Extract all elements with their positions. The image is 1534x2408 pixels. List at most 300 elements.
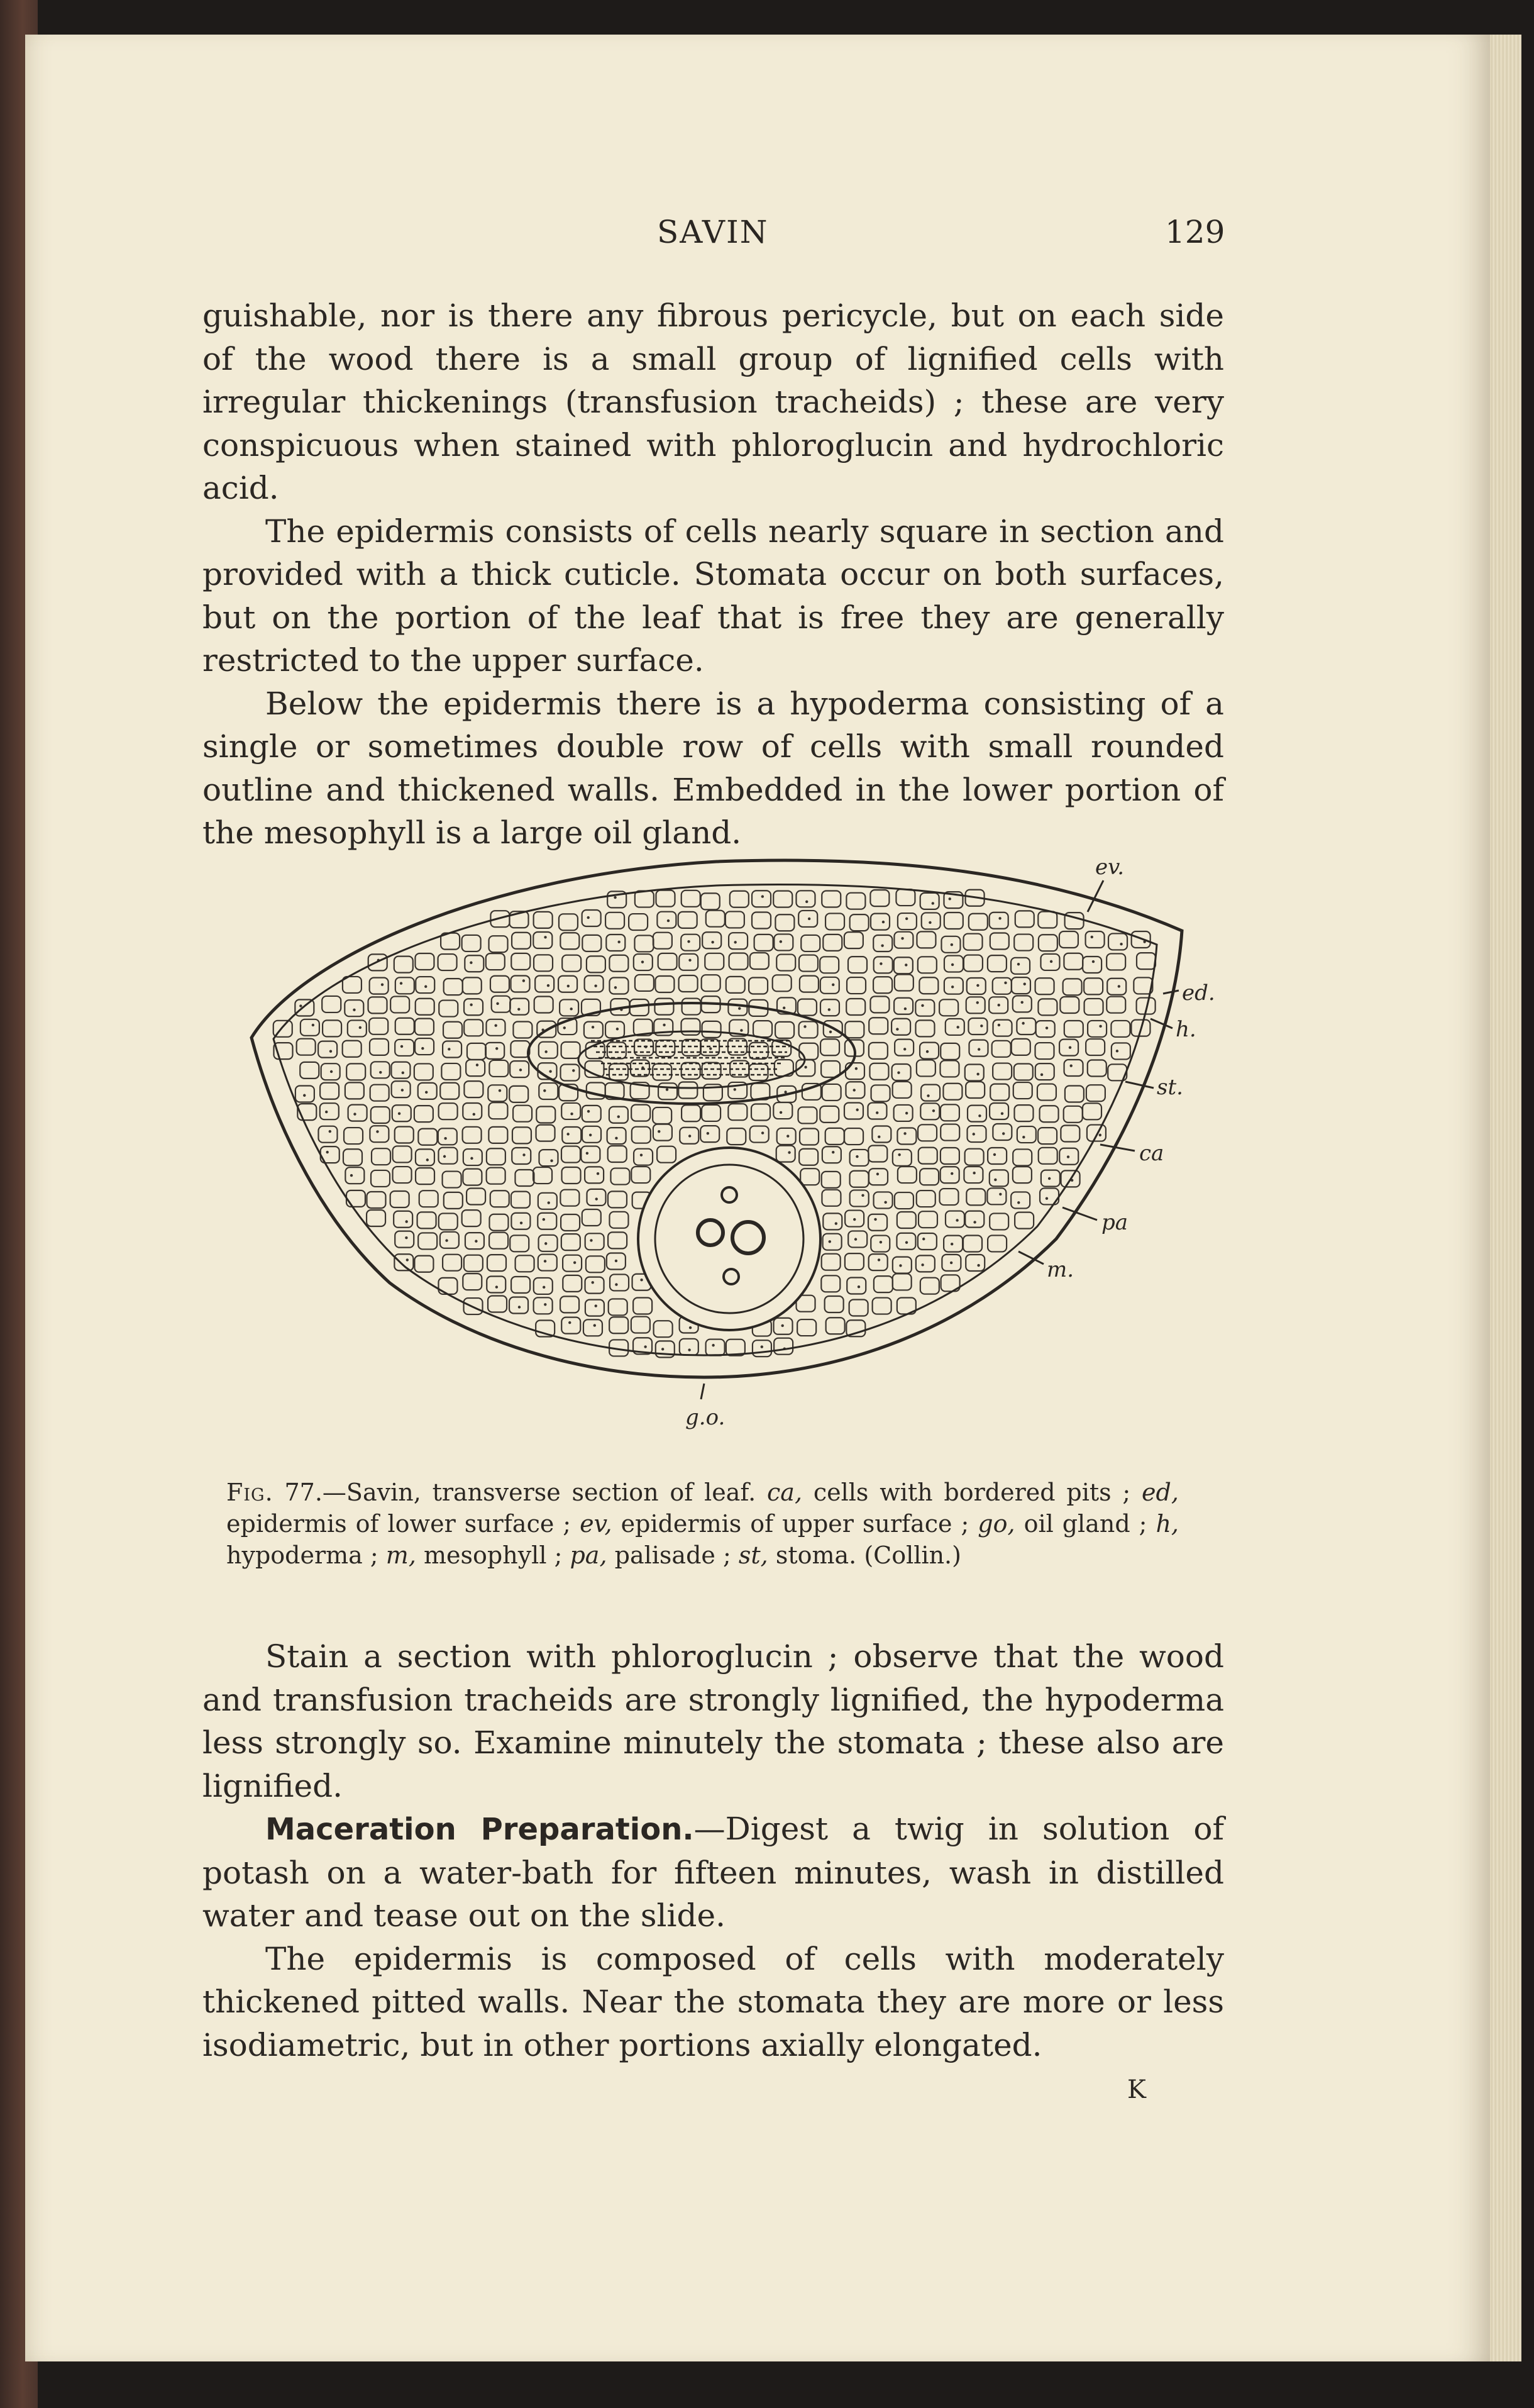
leaf-cell [1059,931,1078,948]
leaf-cell [443,1172,461,1188]
leaf-cell [485,1043,504,1059]
leaf-cell [873,1298,891,1314]
cell-granule [544,1260,546,1262]
key-h-text: hypoderma ; [226,1541,378,1569]
leaf-cell [777,1128,796,1145]
cell-granule [1048,1177,1051,1180]
leaf-cell [872,1126,891,1142]
cell-granule [1022,1136,1025,1138]
leaf-cell [608,1232,627,1248]
cell-granule [406,1258,409,1261]
leaf-cell [751,1104,770,1120]
leaf-cell [822,1172,841,1188]
leaf-cell [850,1150,869,1166]
leaf-cell [822,1146,841,1163]
leaf-cell [440,1232,459,1248]
leaf-cell [394,1254,413,1270]
cell-granule [359,1026,361,1029]
cell-granule [303,1094,306,1097]
cell-granule [544,1303,546,1306]
leaf-cell [438,1148,457,1164]
leaf-cell [917,931,935,948]
leaf-cell [968,1126,986,1142]
leaf-cell [752,891,771,907]
leaf-cell [368,997,387,1013]
leaf-cell [488,1127,507,1143]
leaf-cell [462,1210,481,1226]
page-number: 129 [1165,214,1225,250]
cell-granule [978,1114,981,1117]
cell-granule [993,1153,996,1156]
leaf-cell [825,913,844,929]
leaf-cell [682,999,701,1015]
leaf-cell [1083,1103,1101,1119]
paragraph-epidermis: The epidermis consists of cells nearly square in section and provided with a thick cuticle. Stomata occur on both surfaces, but on the portion of the leaf that is free they are generally restricted to the upper surface. [202,513,1224,679]
leaf-cell [917,1190,935,1207]
leaf-cell [918,957,937,973]
cell-granule [640,1154,643,1157]
cell-granule [921,1263,924,1266]
leaf-cell [464,1081,483,1097]
leaf-cell [919,977,938,994]
cell-granule [1040,1074,1043,1076]
leaf-cell [653,1124,672,1141]
cell-granule [644,1345,646,1348]
cell-granule [614,986,617,989]
leaf-cell [634,1149,653,1165]
leaf-cell [1137,953,1156,969]
leaf-cell [464,999,483,1015]
leaf-cell [582,910,601,926]
leaf-cell [367,1192,385,1208]
leaf-cell [993,1063,1012,1080]
cell-granule [617,1115,620,1118]
leaf-cell [1061,1126,1079,1142]
leaf-cell [487,1276,505,1292]
cell-granule [932,1109,935,1112]
leaf-cell [415,1038,434,1055]
leaf-cell [964,1167,983,1183]
leaf-cell [394,957,413,973]
cell-granule [880,962,882,965]
leaf-cell [990,1213,1008,1229]
leaf-cell [993,978,1012,994]
leaf-cell [844,932,863,948]
cell-granule [405,1236,407,1239]
leaf-cell [1086,1085,1105,1101]
key-m: m, [385,1541,416,1569]
leaf-cell [585,1233,604,1250]
leaf-cell [680,1339,698,1355]
cell-granule [1004,982,1007,984]
leaf-cell [297,1039,316,1055]
leaf-cell [848,1231,867,1247]
cell-granule [780,1111,782,1114]
leaf-cell [535,976,554,992]
leaf-cell [367,1210,385,1226]
leaf-cell [1012,1039,1030,1055]
cell-granule [876,1173,879,1175]
leaf-cell [489,936,508,952]
leaf-cell [658,953,677,970]
leaf-cell [941,1043,959,1060]
leaf-cell [656,1040,675,1057]
leaf-cell [463,1273,482,1290]
leaf-cell [464,1255,483,1272]
leaf-cell [538,1213,556,1229]
leaf-cell [894,957,913,974]
leaf-cell [773,1102,792,1119]
cell-granule [326,1151,328,1153]
leaf-cell [438,1278,457,1294]
leaf-cell [561,1042,580,1058]
cell-granule [1116,1050,1118,1052]
leaf-cell [681,891,700,907]
leaf-cell [944,978,963,994]
cell-granule [707,1132,709,1135]
leaf-cell [348,1105,367,1121]
leaf-cell [487,1148,505,1165]
cell-granule [853,1218,856,1221]
leaf-cell [893,1150,912,1166]
cell-granule [353,1009,355,1011]
cell-granule [379,1071,382,1074]
leaf-cell [968,1018,987,1035]
leaf-cell [776,1146,795,1162]
leaf-cell [750,1126,769,1143]
leaf-cell [370,1039,389,1055]
leaf-cell [702,1021,721,1038]
leaf-cell [1111,1021,1130,1037]
leaf-cell [605,1021,624,1038]
leaf-cell [605,913,624,929]
leaf-cell [967,978,986,994]
leaf-cell [1038,1128,1057,1144]
leaf-cell [395,1231,414,1248]
cell-granule [835,1222,837,1224]
cell-granule [740,1029,742,1031]
leaf-cell [390,1191,409,1207]
leaf-cell [585,1167,604,1183]
leaf-cell [893,1273,912,1290]
label-ca: ca [1139,1141,1164,1166]
cell-granule [544,1050,547,1053]
leaf-cell [681,1105,700,1121]
leaf-cell [559,914,578,930]
leaf-cell [561,1234,580,1250]
leaf-cell [826,1318,845,1334]
leaf-cell [869,1254,888,1270]
leaf-cell [390,996,409,1013]
cell-granule [443,1155,446,1158]
key-ev: ev, [580,1510,612,1538]
cell-granule [856,1155,858,1158]
leaf-cell [894,932,913,948]
leaf-cell [534,912,553,928]
leaf-cell [1036,1021,1055,1037]
paragraph-hypoderma: Below the epidermis there is a hypoderma consisting of a single or sometimes double row of cells with small rounded outline and thickened walls. Embedded in the lower portion of the mesophyll is a large oil gland. [202,685,1224,851]
cell-granule [543,1286,545,1289]
cell-granule [878,1136,880,1138]
cell-granule [592,1026,594,1028]
cell-granule [381,983,384,985]
leaf-cell [511,1192,530,1208]
leaf-cell [874,1192,893,1208]
cell-granule [475,1240,477,1242]
leaf-cell [536,1125,555,1141]
leaf-cell [610,1274,629,1290]
leaf-cell [463,1149,482,1165]
cell-granule [808,918,810,920]
leaf-cell [1086,1039,1105,1055]
leaf-cell [609,1317,628,1333]
cell-granule [781,1324,783,1327]
leaf-cell [439,1213,458,1229]
cell-granule [896,1028,898,1030]
leaf-cell [463,977,482,994]
leaf-cell [444,979,463,995]
leaf-cell [990,913,1008,929]
leaf-cell [1012,977,1030,994]
leaf-cell [820,977,839,994]
leaf-cell [301,1019,319,1036]
leaf-cell [729,933,748,949]
cell-granule [689,1326,692,1329]
key-st-text: stoma. [775,1541,857,1569]
leaf-cell [582,1106,601,1122]
leaf-cell [534,996,553,1013]
leaf-cell [465,1233,484,1249]
cell-granule [880,1241,882,1243]
cell-granule [615,1283,617,1285]
leaf-cell [323,1020,341,1036]
leaf-cell [539,1083,558,1099]
leaf-cell [536,1106,555,1123]
cell-granule [761,895,764,897]
leaf-cell [631,1060,649,1077]
leaf-cell [416,1149,434,1165]
cell-granule [711,941,714,943]
leaf-cell [941,1148,959,1164]
leaf-cell [1017,1126,1036,1143]
cell-granule [329,1130,331,1133]
leaf-cell [414,1106,433,1122]
key-h: h, [1156,1510,1179,1538]
leaf-cell [820,1106,839,1123]
oil-gland [638,1148,820,1330]
leaf-cell [775,1022,794,1038]
leaf-cell [318,1041,337,1058]
cell-granule [951,1243,953,1245]
leaf-cell [750,953,769,969]
leaf-cell [465,955,483,972]
leaf-cell [968,1106,986,1122]
leaf-cell [988,955,1007,972]
cell-granule [1050,960,1052,963]
leaf-cell [1037,1084,1056,1101]
leaf-cell [992,1041,1011,1057]
cell-granule [998,1004,1000,1006]
leaf-cell [562,1127,581,1143]
leaf-cell [322,996,341,1013]
cell-granule [543,1218,545,1221]
leaf-cell [920,1103,939,1119]
cell-granule [734,941,736,943]
cell-granule [568,1321,571,1324]
paragraph-maceration [202,1807,1224,1938]
leaf-cell [753,1021,772,1037]
cell-granule [615,1260,617,1262]
cell-granule [587,1110,590,1112]
leaf-cell [609,1107,628,1123]
leaf-cell [990,1084,1009,1101]
leaf-cell [510,1041,529,1057]
leaf-cell [893,1082,912,1098]
leaf-cell [822,1084,841,1101]
cell-granule [998,1024,1000,1026]
leaf-cell [561,1318,580,1334]
cell-granule [905,1241,908,1244]
cell-granule [1001,1112,1003,1114]
cell-granule [999,1193,1002,1196]
cell-granule [616,1028,619,1030]
cell-granule [473,1113,475,1116]
leaf-cell [415,953,434,970]
cell-granule [658,1130,660,1133]
leaf-cell [776,955,795,971]
cell-granule [688,1348,690,1351]
leaf-cell [345,1000,363,1016]
leaf-cell [798,999,817,1016]
leaf-cell [847,1277,866,1294]
cell-granule [550,1160,553,1162]
leaf-cell [371,1062,390,1078]
cell-granule [376,1130,378,1133]
leaf-cell [919,1148,937,1164]
cell-granule [330,1070,333,1073]
leaf-cell [1011,1192,1030,1208]
leaf-cell [847,977,866,994]
key-ca-text: cells with bordered pits ; [813,1479,1131,1506]
cell-granule [1120,943,1122,945]
cell-granule [783,1007,785,1009]
leaf-cell [606,935,625,951]
wood-rows [591,1041,792,1075]
cell-granule [861,1194,864,1197]
leaf-cell [348,1020,367,1036]
leaf-cell [369,1018,388,1035]
cell-granule [1002,1132,1005,1135]
leaf-cell [1017,1018,1035,1035]
leaf-cell [796,891,815,907]
leaf-cell [988,1148,1007,1164]
label-m: m. [1047,1257,1074,1282]
leaf-cell [963,1236,982,1252]
body-text-top [202,294,1224,855]
cell-granule [520,1221,522,1224]
cell-granule [544,936,546,938]
cell-granule [926,1050,929,1053]
leaf-cell [539,1042,558,1058]
cell-granule [1022,1022,1024,1024]
leaf-cell [822,891,841,907]
leaf-cell [462,935,481,952]
cell-granule [804,1066,807,1068]
leaf-cell [320,1103,339,1119]
leaf-cell [990,1103,1008,1119]
cell-granule [499,1089,501,1092]
leaf-cell [371,1170,390,1187]
leaf-cell [701,893,720,909]
paragraph-staining: Stain a section with phloroglucin ; observe that the wood and transfusion tracheids are strongly lignified, the hypoderma less strongly so. Examine minutely the stomata ; these also are lignified. [202,1638,1224,1804]
cell-granule [615,1137,617,1140]
leaf-cell [345,1167,364,1184]
leaf-cell [1038,912,1057,928]
page-edges [1490,35,1521,2361]
leaf-cell [774,1338,793,1355]
cell-granule [978,1048,980,1050]
cell-granule [595,1197,598,1200]
leaf-cell [539,1150,558,1166]
leaf-cell [944,913,963,929]
leaf-cell [799,955,818,972]
cell-granule [712,1344,714,1346]
leaf-cell [681,1019,700,1035]
cell-granule [832,1151,834,1153]
leaf-cell [395,1018,414,1035]
cell-granule [519,1068,522,1071]
cell-granule [949,897,951,900]
leaf-cell [918,1233,937,1250]
leaf-cell [988,1235,1007,1251]
leaf-cell [609,1212,628,1228]
cell-granule [688,1135,691,1137]
label-ed: ed. [1182,980,1215,1006]
leaf-cell [609,1299,627,1315]
key-ev-text: epidermis of upper surface ; [621,1510,969,1538]
leaf-cell [726,911,744,928]
leaf-cell [492,996,510,1013]
leaf-cell [822,1254,841,1270]
leaf-cell [511,953,530,970]
cell-granule [594,985,597,987]
leaf-cell [466,1188,485,1204]
cell-granule [572,1069,575,1072]
leaf-cell [868,1214,887,1231]
cell-granule [666,1088,668,1090]
leaf-cell [941,1104,959,1121]
cell-granule [614,896,616,899]
cell-granule [805,901,808,903]
leaf-cell [702,975,720,991]
cell-granule [904,1007,907,1010]
leaf-cell [1086,931,1105,948]
cell-granule [786,1135,789,1137]
leaf-cell [966,1082,985,1098]
leaf-cell [1014,935,1033,951]
cell-granule [522,979,525,982]
cell-granule [761,1345,763,1348]
leaf-cell [534,1297,553,1314]
cell-granule [597,1172,599,1175]
leaf-cell [513,1022,532,1038]
leaf-cell [560,999,578,1016]
cell-granule [976,984,979,987]
leaf-cell [416,999,434,1015]
leaf-cell [633,1298,652,1314]
leaf-cell [587,1189,605,1206]
leaf-cell [800,1129,819,1145]
